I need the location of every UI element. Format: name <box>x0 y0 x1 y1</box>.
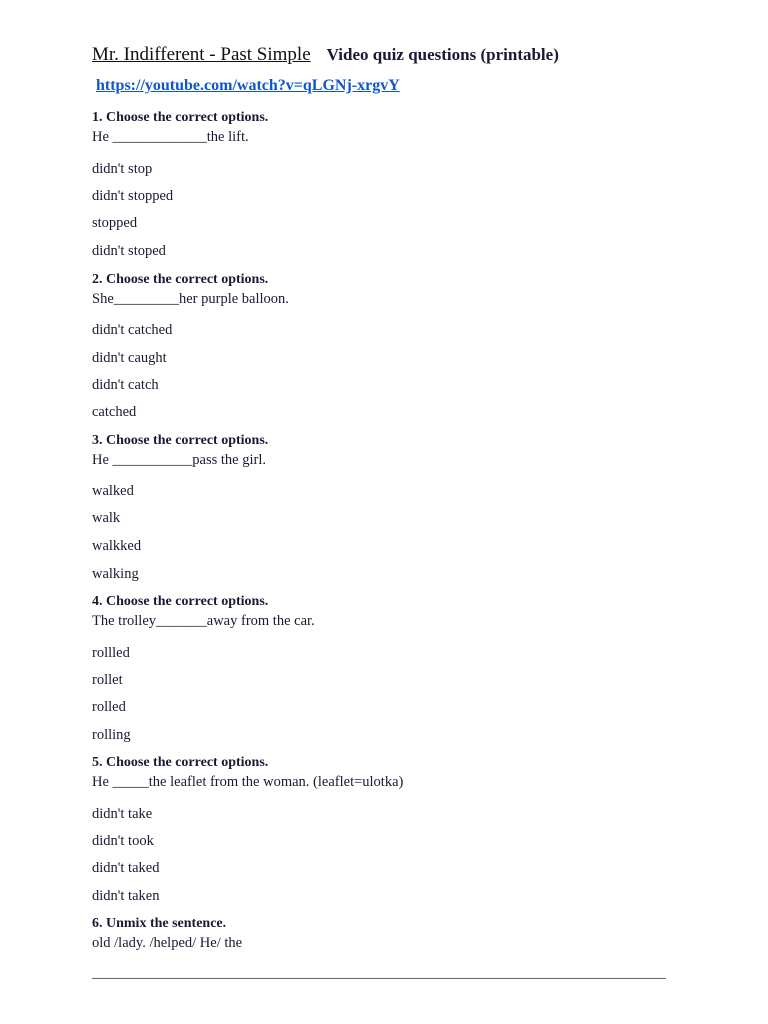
answer-option[interactable]: didn't took <box>92 833 154 849</box>
answer-option[interactable]: didn't caught <box>92 350 167 366</box>
question-prompt: old /lady. /helped/ He/ the <box>92 935 243 951</box>
answer-option[interactable]: didn't stopped <box>92 188 174 204</box>
answer-option[interactable]: didn't taken <box>92 888 160 904</box>
question-heading: 2. Choose the correct options. <box>92 272 269 287</box>
question-6 <box>92 914 712 954</box>
answer-option[interactable]: rollet <box>92 672 123 688</box>
answer-option[interactable]: rolling <box>92 727 131 743</box>
question-heading: 3. Choose the correct options. <box>92 433 269 448</box>
question-prompt: He _____________the lift. <box>92 129 249 145</box>
answer-option[interactable]: rollled <box>92 645 130 661</box>
answer-option[interactable]: didn't take <box>92 806 153 822</box>
question-2 <box>92 270 712 420</box>
question-3 <box>92 431 712 582</box>
answer-line[interactable]: __________________________________________________________________________________ <box>92 966 666 981</box>
question-heading: 5. Choose the correct options. <box>92 755 269 770</box>
worksheet-header <box>92 44 559 66</box>
answer-option[interactable]: catched <box>92 404 137 420</box>
worksheet-subtitle: Video quiz questions (printable) <box>326 45 559 64</box>
question-prompt: She_________her purple balloon. <box>92 291 289 307</box>
question-prompt: He _____the leaflet from the woman. (leaflet=ulotka) <box>92 774 404 790</box>
youtube-link[interactable]: https://youtube.com/watch?v=qLGNj-xrgvY <box>96 77 400 94</box>
answer-option[interactable]: stopped <box>92 215 138 231</box>
question-heading: 4. Choose the correct options. <box>92 594 269 609</box>
question-heading: 6. Unmix the sentence. <box>92 916 227 931</box>
answer-option[interactable]: didn't stop <box>92 161 153 177</box>
answer-option[interactable]: didn't taked <box>92 860 160 876</box>
answer-option[interactable]: rolled <box>92 699 126 715</box>
answer-option[interactable]: walkked <box>92 538 142 554</box>
question-5 <box>92 753 712 904</box>
answer-option[interactable]: didn't catch <box>92 377 159 393</box>
answer-option[interactable]: walking <box>92 566 139 582</box>
answer-option[interactable]: walk <box>92 510 121 526</box>
question-1 <box>92 108 712 259</box>
answer-option[interactable]: didn't stoped <box>92 243 166 259</box>
question-prompt: He ___________pass the girl. <box>92 452 266 468</box>
question-heading: 1. Choose the correct options. <box>92 110 269 125</box>
answer-option[interactable]: walked <box>92 483 134 499</box>
question-prompt: The trolley_______away from the car. <box>92 613 315 629</box>
worksheet-title: Mr. Indifferent - Past Simple <box>92 44 311 65</box>
answer-option[interactable]: didn't catched <box>92 322 173 338</box>
question-4 <box>92 592 712 743</box>
